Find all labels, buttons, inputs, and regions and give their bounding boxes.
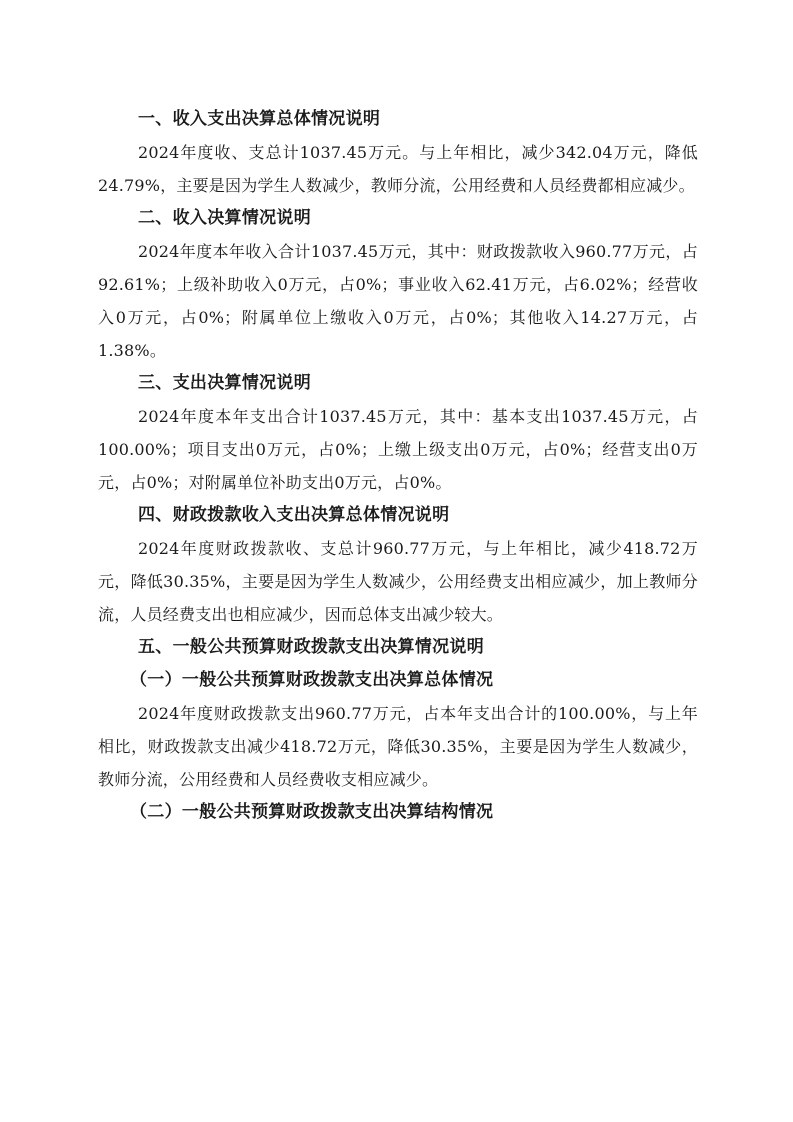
section-heading-2: 二、收入决算情况说明 [138,208,311,228]
section-heading-1: 一、收入支出决算总体情况说明 [138,109,381,129]
section-heading-4: 四、财政拨款收入支出决算总体情况说明 [138,505,450,525]
section-text-3: 2024年度本年支出合计1037.45万元，其中：基本支出1037.45万元，占100.00%；项目支出0万元，占0%；上缴上级支出0万元，占0%；经营支出0万元，占0%；对附属单位补助支出0万元，占0%。 [98,407,698,492]
section-heading-3: 三、支出决算情况说明 [138,373,311,393]
subsection-heading-1: （一）一般公共预算财政拨款支出决算总体情况 [130,670,494,690]
subsection-heading-2: （二）一般公共预算财政拨款支出决算结构情况 [130,802,494,822]
section-heading-5: 五、一般公共预算财政拨款支出决算情况说明 [138,637,484,657]
section-text-2: 2024年度本年收入合计1037.45万元，其中：财政拨款收入960.77万元，占92.61%；上级补助收入0万元，占0%；事业收入62.41万元，占6.02%；经营收入0万元，占0%；附属单位上缴收入0万元，占0%；其他收入14.27万元，占1.38%。 [98,242,698,360]
subsection-text-1: 2024年度财政拨款支出960.77万元，占本年支出合计的100.00%，与上年相比，财政拨款支出减少418.72万元，降低30.35%，主要是因为学生人数减少，教师分流，公用经费和人员经费收支相应减少。 [98,704,698,789]
section-text-4: 2024年度财政拨款收、支总计960.77万元，与上年相比，减少418.72万元，降低30.35%，主要是因为学生人数减少，公用经费支出相应减少，加上教师分流，人员经费支出也相应减少，因而总体支出减少较大。 [98,539,698,624]
section-text-1: 2024年度收、支总计1037.45万元。与上年相比，减少342.04万元，降低24.79%，主要是因为学生人数减少，教师分流，公用经费和人员经费都相应减少。 [98,143,698,195]
document-body [98,103,698,829]
